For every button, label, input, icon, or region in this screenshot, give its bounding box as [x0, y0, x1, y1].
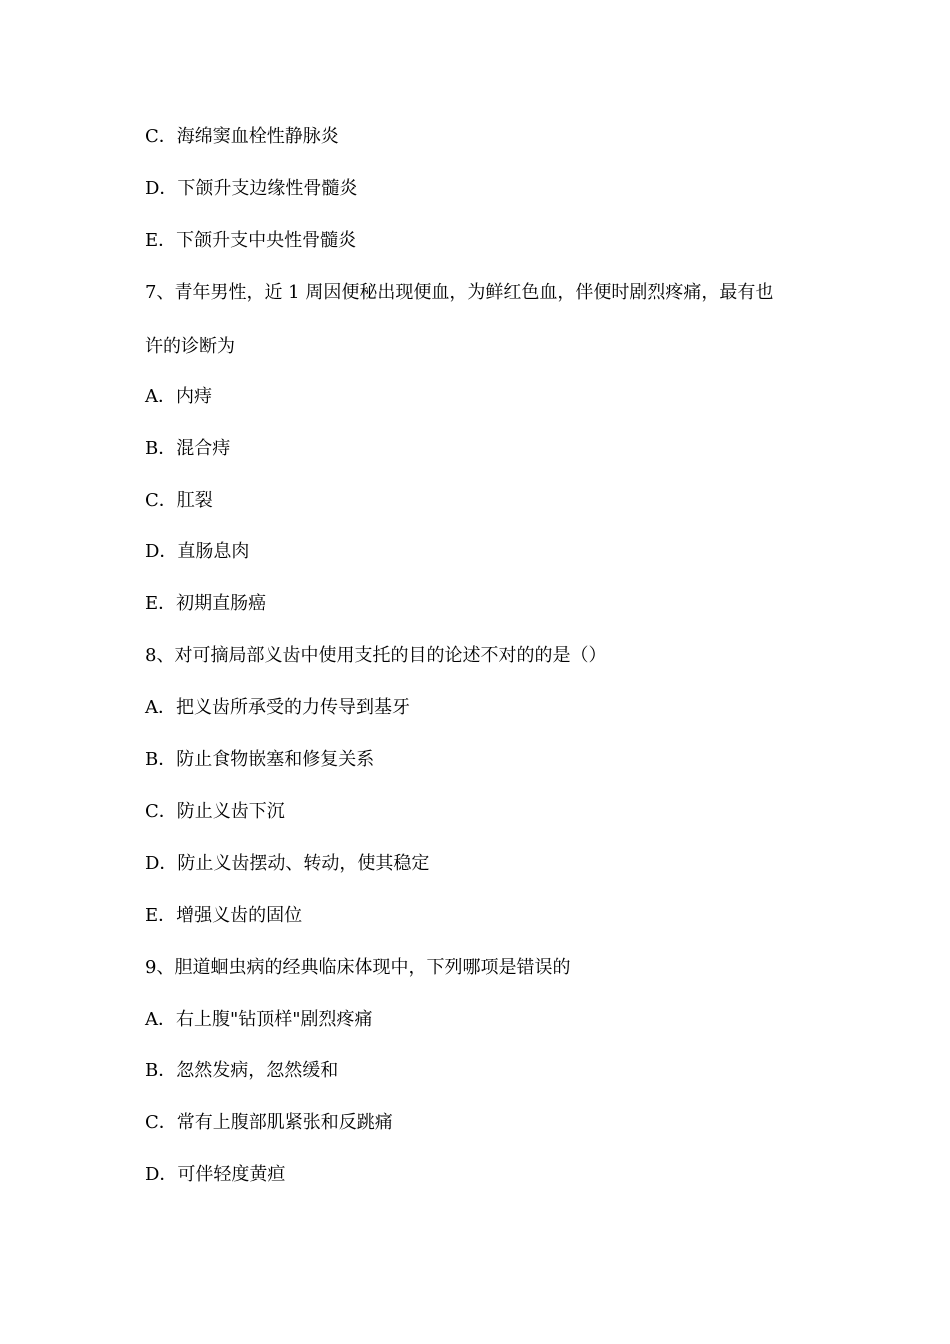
option-c-q7: C．肛裂 — [145, 490, 213, 511]
question-7-line-2: 许的诊断为 — [145, 336, 235, 357]
option-c-q8: C．防止义齿下沉 — [145, 801, 285, 822]
question-7-line-1: 7、青年男性，近 1 周因便秘出现便血，为鲜红色血，伴便时剧烈疼痛，最有也 — [145, 282, 774, 303]
option-d-q7: D．直肠息肉 — [145, 541, 250, 562]
option-e-q7: E．初期直肠癌 — [145, 593, 267, 614]
option-b-q7: B．混合痔 — [145, 438, 231, 459]
option-b-q8: B．防止食物嵌塞和修复关系 — [145, 749, 375, 770]
option-c-q6: C．海绵窦血栓性静脉炎 — [145, 126, 339, 147]
question-8: 8、对可摘局部义齿中使用支托的目的论述不对的的是（） — [145, 645, 607, 666]
question-9: 9、胆道蛔虫病的经典临床体现中，下列哪项是错误的 — [145, 957, 571, 978]
option-e-q6: E．下颌升支中央性骨髓炎 — [145, 230, 357, 251]
option-d-q6: D．下颌升支边缘性骨髓炎 — [145, 178, 358, 199]
option-a-q9: A．右上腹"钻顶样"剧烈疼痛 — [145, 1009, 373, 1030]
option-d-q8: D．防止义齿摆动、转动，使其稳定 — [145, 853, 430, 874]
option-b-q9: B．忽然发病，忽然缓和 — [145, 1060, 339, 1081]
option-a-q7: A．内痔 — [145, 386, 212, 407]
option-e-q8: E．增强义齿的固位 — [145, 905, 303, 926]
option-d-q9: D．可伴轻度黄疸 — [145, 1164, 286, 1185]
option-c-q9: C．常有上腹部肌紧张和反跳痛 — [145, 1112, 393, 1133]
option-a-q8: A．把义齿所承受的力传导到基牙 — [145, 697, 410, 718]
